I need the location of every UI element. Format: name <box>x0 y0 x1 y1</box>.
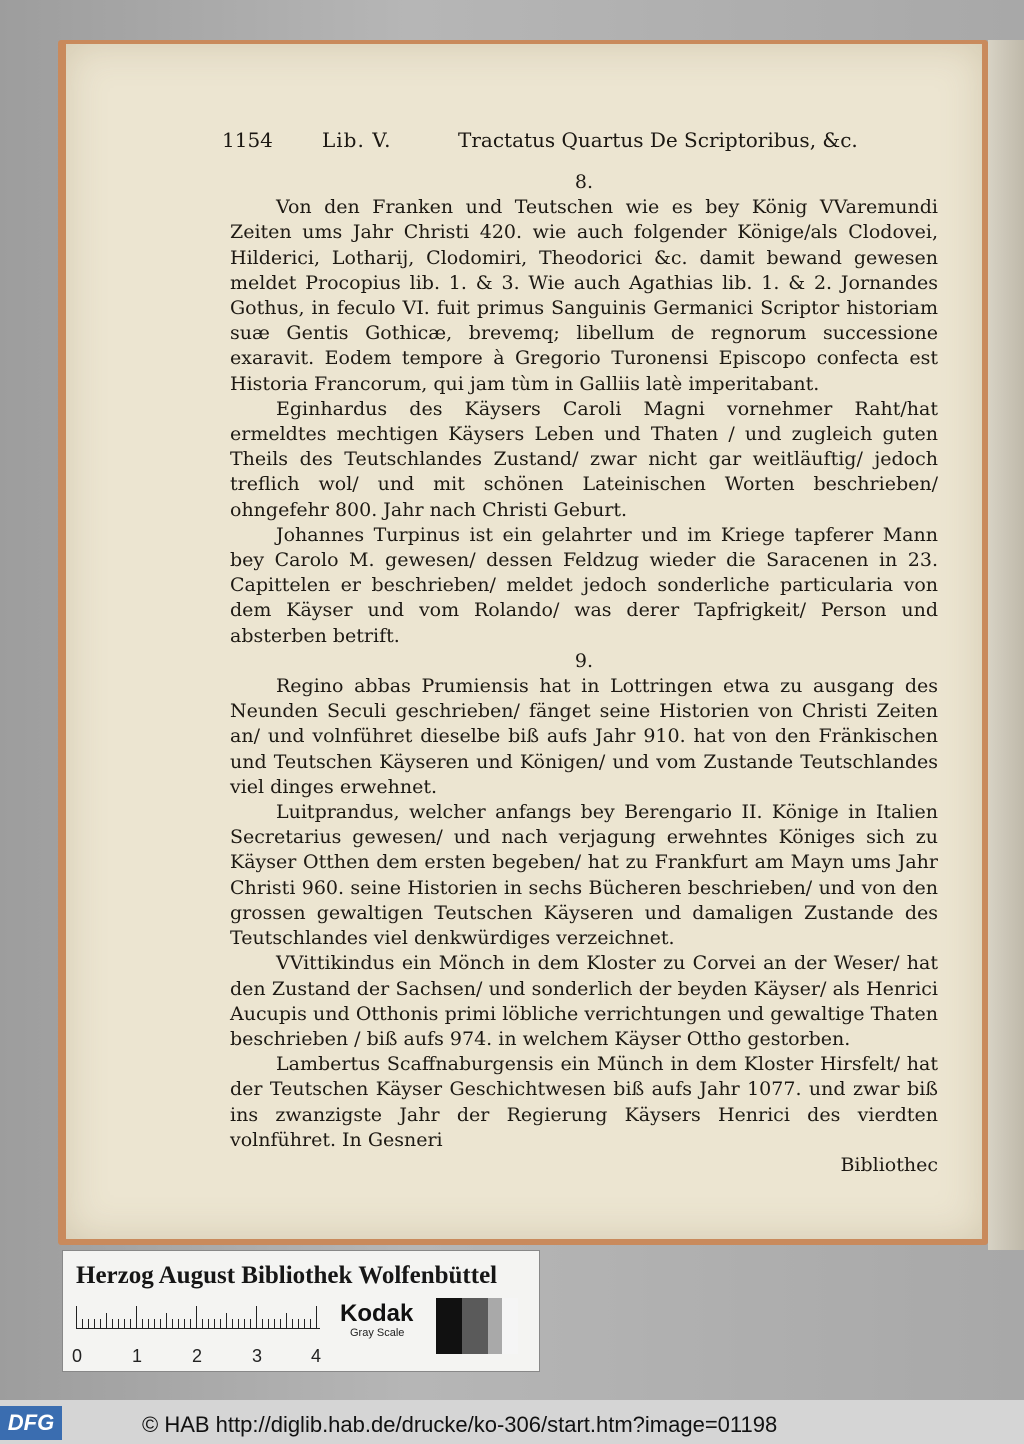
ruler-tick <box>118 1319 119 1328</box>
ruler-tick <box>130 1319 131 1328</box>
library-name: Herzog August Bibliothek Wolfenbüttel <box>76 1262 498 1289</box>
gray-scale-label: Gray Scale <box>350 1327 405 1339</box>
ruler-number: 3 <box>252 1346 263 1366</box>
copyright-link[interactable]: © HAB http://diglib.hab.de/drucke/ko-306/start.htm?image=01198 <box>142 1412 778 1437</box>
ruler-tick <box>250 1319 251 1328</box>
ruler-tick <box>106 1313 107 1328</box>
ruler-number: 1 <box>132 1346 143 1366</box>
ruler-tick <box>142 1319 143 1328</box>
ruler-tick <box>220 1319 221 1328</box>
ruler-tick <box>298 1319 299 1328</box>
ruler-tick <box>286 1313 287 1328</box>
ruler-tick <box>124 1319 125 1328</box>
book-number: Lib. V. <box>322 128 392 152</box>
gray-swatch-white <box>502 1298 518 1354</box>
ruler-tick <box>256 1306 257 1328</box>
ruler-tick <box>238 1319 239 1328</box>
paragraph-wittikindus: VVittikindus ein Mönch in dem Kloster zu Corvei an der Weser/ hat den Zustand der Sachsen/ und sonderlich der beyden Käyser/ als Henrici Aucupis und Otthonis primi löbliche verrichtungen und gewaltige Thaten beschrieben / biß aufs 974. in welchem Käyser Ottho gestorben. <box>230 952 938 1050</box>
paragraph-franken: Von den Franken und Teutschen wie es bey König VVaremundi Zeiten ums Jahr Christi 420. wie auch folgender Könige/als Clodovei, Hilderici, Lotharij, Clodomiri, Theodorici &c. damit bewand gewesen meldet Procopius lib. 1. & 3. Wie auch Agathias lib. 1. & 2. Jornandes Gothus, in feculo VI. fuit primus Sanguinis Germanici Scriptor historiam suæ Gentis Gothicæ, brevemq; libellum de regnorum successione exaravit. Eodem tempore à Gregorio Turonensi Episcopo confecta est Historia Francorum, qui jam tùm in Galliis latè imperitabant. <box>230 196 938 395</box>
page-number: 1154 <box>222 128 273 152</box>
ruler-tick <box>160 1319 161 1328</box>
kodak-logo: Kodak <box>340 1300 414 1327</box>
gray-swatch-black <box>436 1298 462 1354</box>
ruler-tick <box>292 1319 293 1328</box>
ruler-tick <box>232 1319 233 1328</box>
ruler-number: 4 <box>311 1346 322 1366</box>
page-text <box>230 170 938 1178</box>
ruler-tick <box>208 1319 209 1328</box>
running-header <box>222 128 862 162</box>
running-title: Tractatus Quartus De Scriptoribus, &c. <box>458 128 858 152</box>
ruler-tick <box>154 1319 155 1328</box>
ruler-number: 2 <box>192 1346 203 1366</box>
ruler-tick <box>316 1306 317 1328</box>
paragraph-turpinus: Johannes Turpinus ist ein gelahrter und im Kriege tapferer Mann bey Carolo M. gewesen/ dessen Feldzug wieder die Saracenen in 23. Capittelen er beschrieben/ meldet jedoch sonderliche particularia von dem Käyser und vom Rolando/ was derer Tapfrigkeit/ Person und absterben betrift. <box>230 523 938 647</box>
ruler-tick <box>304 1319 305 1328</box>
ruler-tick <box>262 1319 263 1328</box>
gray-swatch-mid <box>488 1298 502 1354</box>
paragraph-eginhardus: Eginhardus des Käysers Caroli Magni vornehmer Raht/hat ermeldtes mechtigen Käysers Leben und Thaten / und zugleich guten Theils des Teutschlandes Zustand/ zwar nicht gar weitläuftig/ jedoch treflich wol/ und mit schönen Lateinischen Worten beschrieben/ ohngefehr 800. Jahr nach Christi Geburt. <box>230 397 938 521</box>
ruler-tick <box>148 1319 149 1328</box>
section-number-9: 9. <box>574 649 594 672</box>
ruler-tick <box>184 1319 185 1328</box>
ruler-tick <box>94 1319 95 1328</box>
ruler-tick <box>226 1313 227 1328</box>
ruler-tick <box>166 1313 167 1328</box>
ruler-tick <box>244 1319 245 1328</box>
paragraph-regino: Regino abbas Prumiensis hat in Lottringen etwa zu ausgang des Neunden Seculi geschrieben/ fänget seine Historien von Christi Zeiten an/ und volnführet dieselbe biß aufs Jahr 910. hat von den Fränkischen und Teutschen Käyseren und Königen/ und vom Zustande Teutschlandes viel dinges erwehnet. <box>230 675 938 798</box>
paragraph-lambertus: Lambertus Scaffnaburgensis ein Münch in dem Kloster Hirsfelt/ hat der Teutschen Käyser Geschichtwesen biß aufs Jahr 1077. und zwar biß ins zwanzigste Jahr der Regierung Käysers Henrici des vierdten volnführet. In Gesneri <box>230 1053 938 1151</box>
section-number-8: 8. <box>574 171 594 193</box>
ruler-tick <box>178 1319 179 1328</box>
ruler-tick <box>82 1319 83 1328</box>
ruler-tick <box>100 1319 101 1328</box>
ruler-tick <box>190 1319 191 1328</box>
paragraph-luitprandus: Luitprandus, welcher anfangs bey Berengario II. Könige in Italien Secretarius gewesen/ und nach verjagung erwehntes Königes sich zu Käyser Otthen dem ersten begeben/ hat zu Frankfurt am Mayn ums Jahr Christi 960. seine Historien in sechs Bücheren beschrieben/ und von den grossen gewaltigen Teutschen Käyseren und damaligen Zustande des Teutschlandes viel denkwürdiges verzeichnet. <box>230 801 938 950</box>
ruler-tick <box>310 1319 311 1328</box>
ruler-tick <box>202 1319 203 1328</box>
ruler-tick <box>214 1319 215 1328</box>
ruler-tick <box>268 1319 269 1328</box>
gray-swatch-dark <box>462 1298 488 1354</box>
ruler-tick <box>196 1306 197 1328</box>
ruler-tick <box>172 1319 173 1328</box>
next-page-edge <box>988 40 1024 1250</box>
ruler-tick <box>88 1319 89 1328</box>
ruler-tick <box>274 1319 275 1328</box>
measurement-ruler <box>76 1306 320 1329</box>
catchword: Bibliothec <box>840 1153 938 1176</box>
ruler-number: 0 <box>72 1346 83 1366</box>
dfg-logo: DFG <box>0 1406 62 1440</box>
ruler-tick <box>76 1306 77 1328</box>
ruler-tick <box>136 1306 137 1328</box>
ruler-tick <box>280 1319 281 1328</box>
ruler-tick <box>112 1319 113 1328</box>
